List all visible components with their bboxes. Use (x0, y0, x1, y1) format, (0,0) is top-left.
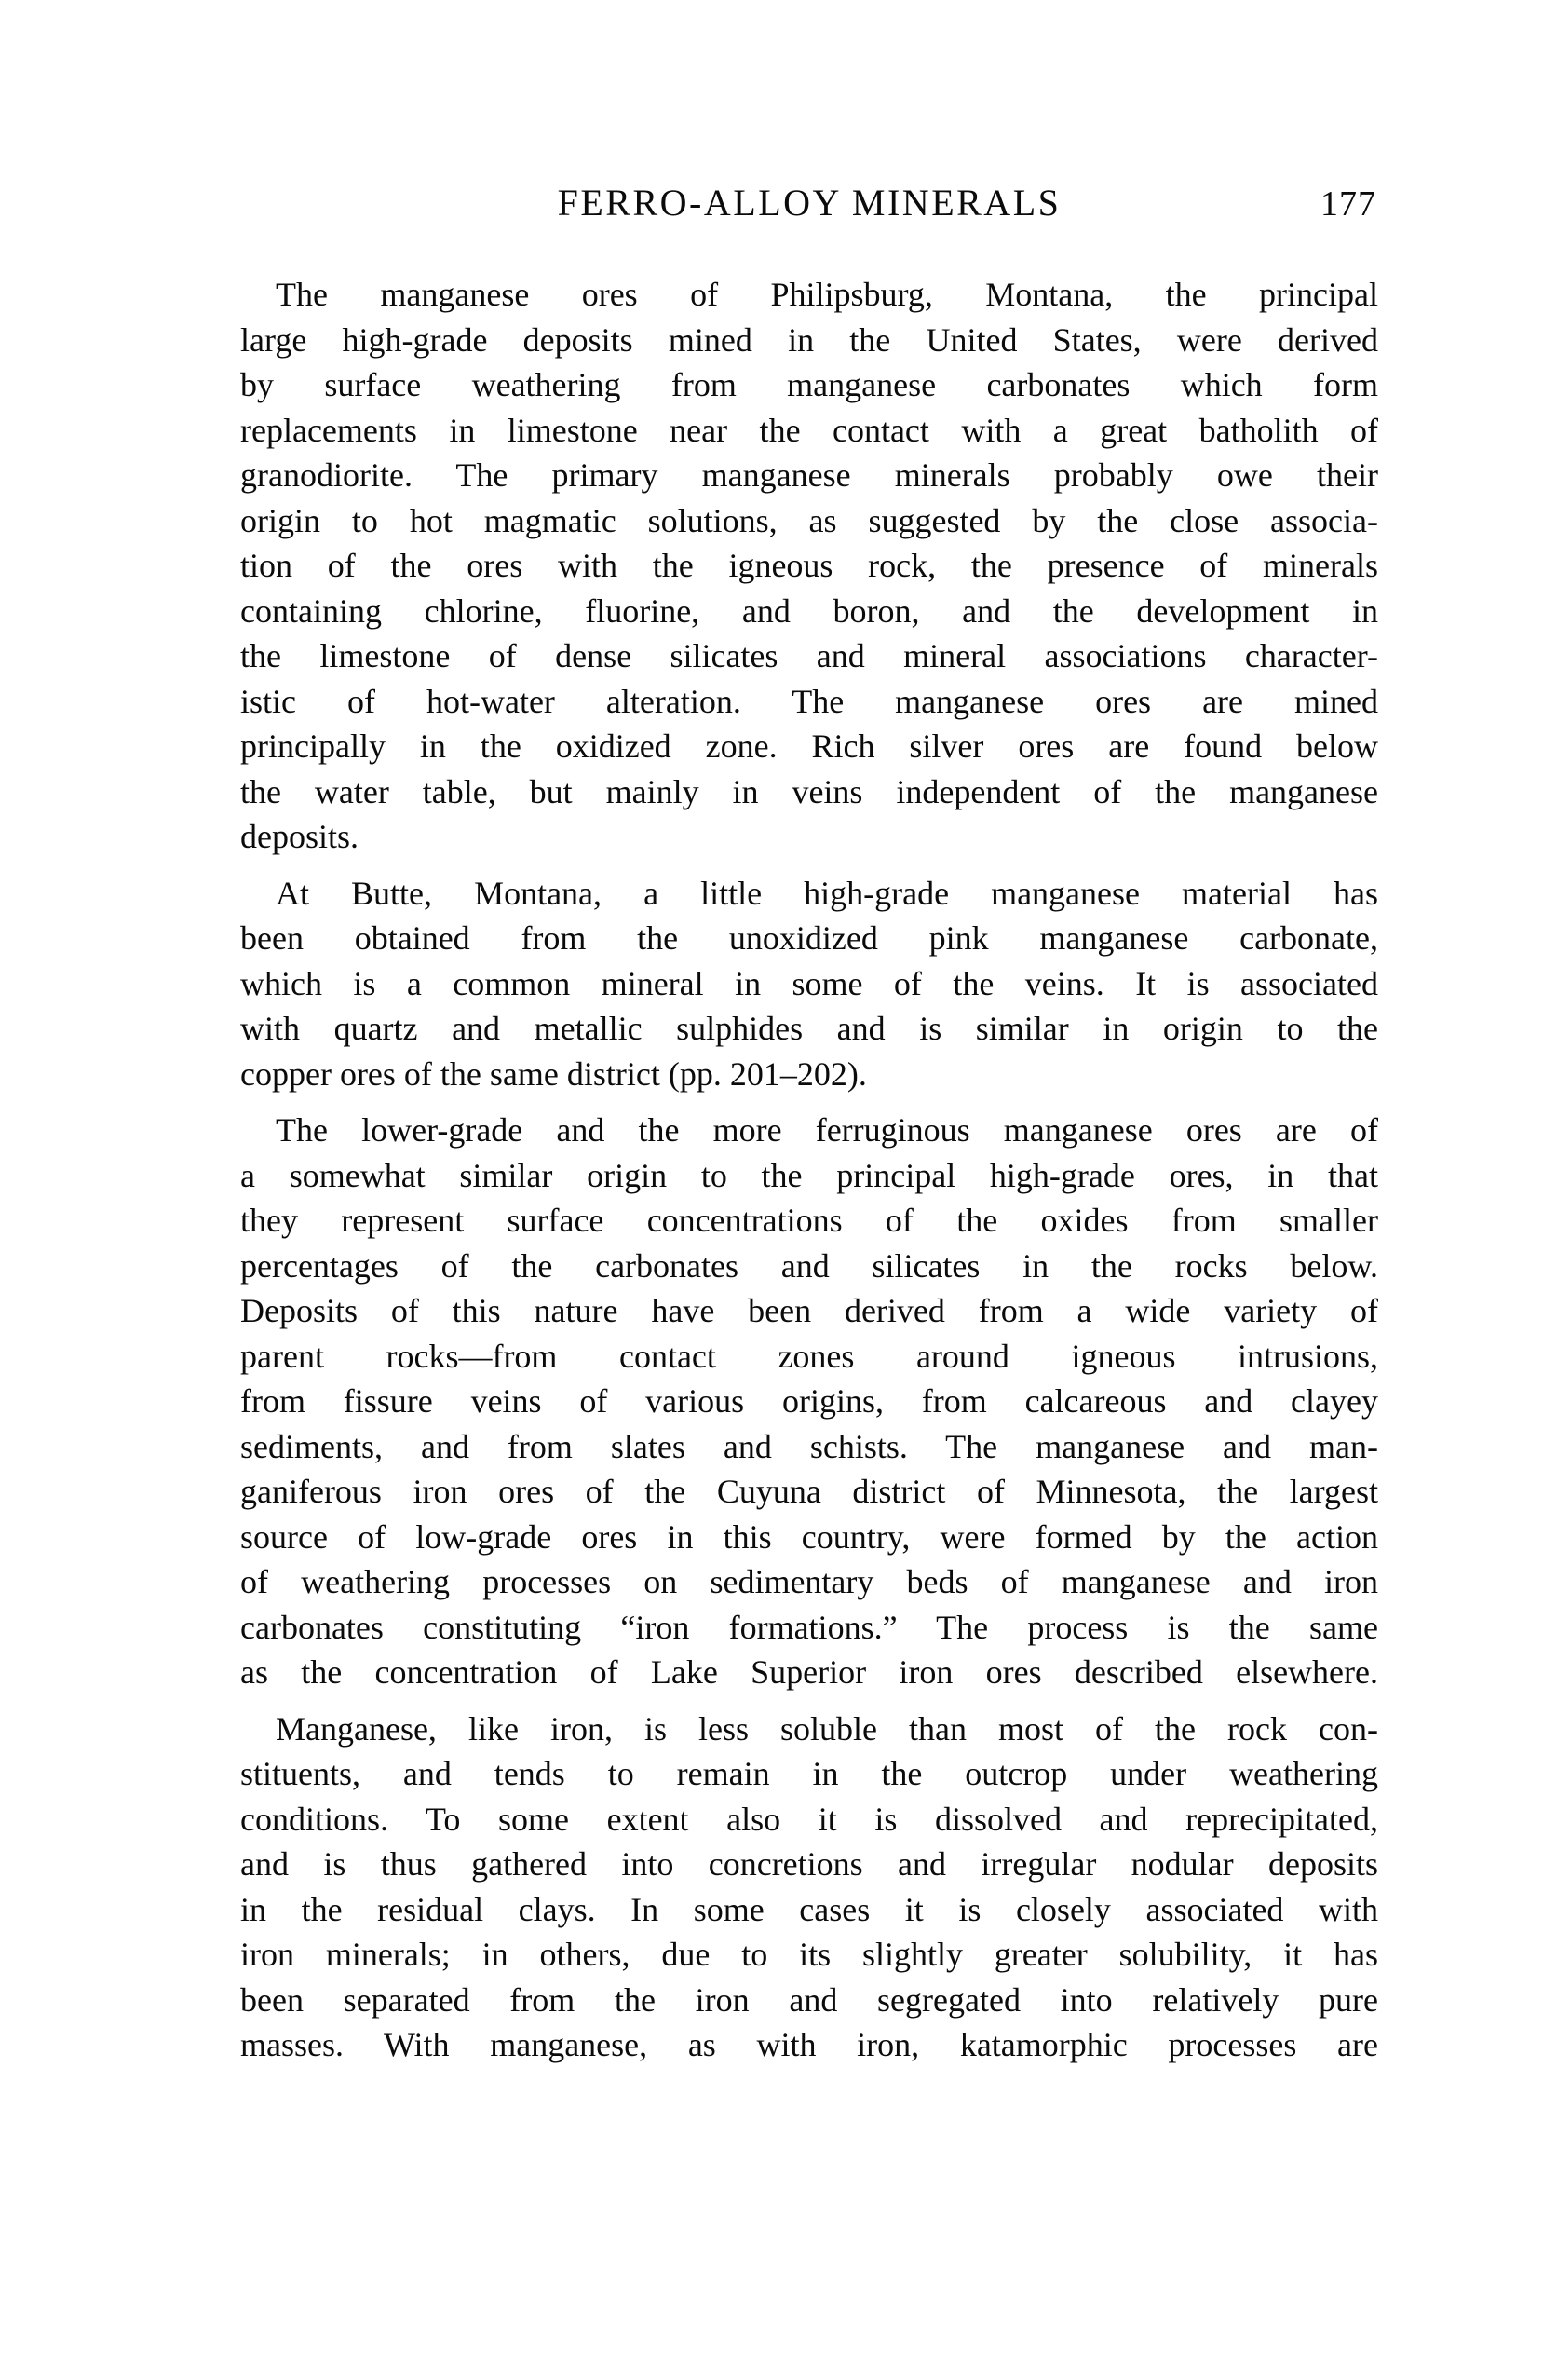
paragraph (240, 871, 1378, 1097)
text-line: deposits. (240, 818, 359, 855)
text-line: of weathering processes on sedimentary beds of manganese and iron (240, 1563, 1378, 1600)
paragraph (240, 1707, 1378, 2068)
text-line: granodiorite. The primary manganese minerals probably owe their (240, 456, 1378, 494)
text-line: sediments, and from slates and schists. The manganese and man- (240, 1427, 1378, 1465)
text-line: in the residual clays. In some cases it is closely associated with (240, 1890, 1378, 1928)
text-line: carbonates constituting “iron formations.” The process is the same (240, 1608, 1378, 1646)
text-line: iron minerals; in others, due to its slightly greater solubility, it has (240, 1936, 1378, 1973)
text-line: been obtained from the unoxidized pink manganese carbonate, (240, 919, 1378, 957)
paragraph (240, 1108, 1378, 1695)
text-line: principally in the oxidized zone. Rich silver ores are found below (240, 728, 1378, 765)
text-line: by surface weathering from manganese carbonates which form (240, 366, 1378, 403)
text-line: with quartz and metallic sulphides and is similar in origin to the (240, 1010, 1378, 1047)
text-line: a somewhat similar origin to the principal high-grade ores, in that (240, 1156, 1378, 1194)
text-line: the water table, but mainly in veins independent of the manganese (240, 772, 1378, 810)
text-line: istic of hot-water alteration. The manganese ores are mined (240, 682, 1378, 720)
page-number: 177 (1320, 184, 1376, 224)
text-line: Manganese, like iron, is less soluble than most of the rock con- (276, 1709, 1378, 1748)
text-line: they represent surface concentrations of the oxides from smaller (240, 1202, 1378, 1239)
text-line: replacements in limestone near the contact with a great batholith of (240, 411, 1378, 449)
text-line: the limestone of dense silicates and mineral associations character- (240, 637, 1378, 674)
text-line: percentages of the carbonates and silicates in the rocks below. (240, 1246, 1378, 1285)
text-line: conditions. To some extent also it is dissolved and reprecipitated, (240, 1800, 1378, 1838)
text-line: containing chlorine, fluorine, and boron, and the development in (240, 592, 1378, 630)
text-line: source of low-grade ores in this country, were formed by the action (240, 1517, 1378, 1556)
text-line: origin to hot magmatic solutions, as suggested by the close associa- (240, 501, 1378, 539)
text-line: and is thus gathered into concretions and irregular nodular deposits (240, 1845, 1378, 1883)
text-line: The lower-grade and the more ferruginous manganese ores are of (276, 1111, 1378, 1149)
page-header (240, 183, 1378, 227)
text-line: masses. With manganese, as with iron, katamorphic processes are (240, 2026, 1378, 2063)
paragraph (240, 272, 1378, 860)
text-line: ganiferous iron ores of the Cuyuna district of Minnesota, the largest (240, 1473, 1378, 1510)
text-line: Deposits of this nature have been derived from a wide variety of (240, 1292, 1378, 1329)
page-title: FERRO-ALLOY MINERALS (557, 182, 1062, 224)
text-line: parent rocks—from contact zones around igneous intrusions, (240, 1337, 1378, 1375)
text-line: The manganese ores of Philipsburg, Montana, the principal (276, 276, 1378, 313)
text-line: as the concentration of Lake Superior iron ores described elsewhere. (240, 1653, 1378, 1691)
text-line: stituents, and tends to remain in the outcrop under weathering (240, 1755, 1378, 1792)
text-line: large high-grade deposits mined in the United States, were derived (240, 320, 1378, 359)
text-line: from fissure veins of various origins, from calcareous and clayey (240, 1382, 1378, 1420)
text-line: At Butte, Montana, a little high-grade manganese material has (276, 874, 1378, 912)
text-line: tion of the ores with the igneous rock, the presence of minerals (240, 547, 1378, 584)
text-line: been separated from the iron and segregated into relatively pure (240, 1980, 1378, 2019)
text-line: which is a common mineral in some of the veins. It is associated (240, 964, 1378, 1002)
text-body (240, 272, 1378, 2068)
text-line: copper ores of the same district (pp. 201–202). (240, 1054, 867, 1093)
